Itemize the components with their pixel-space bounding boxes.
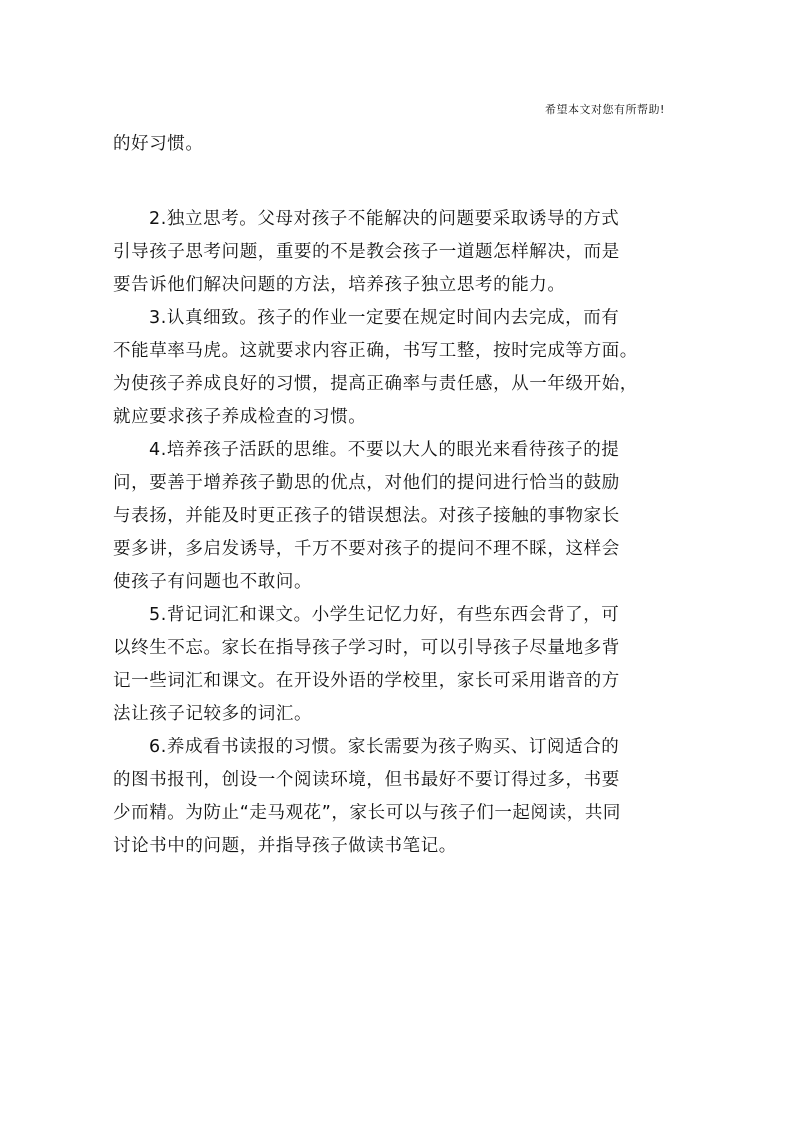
paragraph-line: 以终生不忘。家长在指导孩子学习时，可以引导孩子尽量地多背 [113, 638, 620, 658]
paragraph-memorize-vocabulary [113, 599, 683, 731]
paragraph-line: 法让孩子记较多的词汇。 [113, 704, 313, 724]
paragraph-line: 讨论书中的问题，并指导孩子做读书笔记。 [113, 836, 457, 856]
intro-line: 的好习惯。 [113, 134, 204, 154]
paragraph-line: 使孩子有问题也不敢问。 [113, 572, 313, 592]
paragraph-independent-thinking [113, 203, 683, 302]
paragraph-line: 就应要求孩子养成检查的习惯。 [113, 407, 367, 427]
paragraph-reading-habit [113, 731, 683, 863]
paragraph-line: 6.养成看书读报的习惯。家长需要为孩子购买、订阅适合的 [149, 737, 620, 757]
paragraph-line: 5.背记词汇和课文。小学生记忆力好，有些东西会背了，可 [149, 605, 620, 625]
document-body [113, 128, 683, 863]
paragraph-line: 不能草率马虎。这就要求内容正确，书写工整，按时完成等方面。 [113, 341, 638, 361]
paragraph-active-thinking [113, 434, 683, 599]
paragraph-line: 要告诉他们解决问题的方法，培养孩子独立思考的能力。 [113, 275, 566, 295]
paragraph-line: 少而精。为防止“走马观花”，家长可以与孩子们一起阅读，共同 [113, 803, 622, 823]
paragraph-line: 4.培养孩子活跃的思维。不要以大人的眼光来看待孩子的提 [149, 440, 620, 460]
paragraph-line: 2.独立思考。父母对孩子不能解决的问题要采取诱导的方式 [149, 209, 620, 229]
paragraph-line: 要多讲，多启发诱导，千万不要对孩子的提问不理不睬，这样会 [113, 539, 620, 559]
paragraph-line: 3.认真细致。孩子的作业一定要在规定时间内去完成，而有 [149, 308, 620, 328]
paragraph-line: 问，要善于增养孩子勤思的优点，对他们的提问进行恰当的鼓励 [113, 473, 620, 493]
paragraph-line: 记一些词汇和课文。在开设外语的学校里，家长可采用谐音的方 [113, 671, 620, 691]
header-note: 希望本文对您有所帮助! [545, 103, 665, 116]
paragraph-line: 与表扬，并能及时更正孩子的错误想法。对孩子接触的事物家长 [113, 506, 620, 526]
paragraph-line: 的图书报刊，创设一个阅读环境，但书最好不要订得过多，书要 [113, 770, 620, 790]
paragraph-line: 引导孩子思考问题，重要的不是教会孩子一道题怎样解决，而是 [113, 242, 620, 262]
paragraph-line: 为使孩子养成良好的习惯，提高正确率与责任感，从一年级开始， [113, 374, 638, 394]
paragraph-gap [113, 161, 683, 203]
paragraph-careful-detail [113, 302, 683, 434]
